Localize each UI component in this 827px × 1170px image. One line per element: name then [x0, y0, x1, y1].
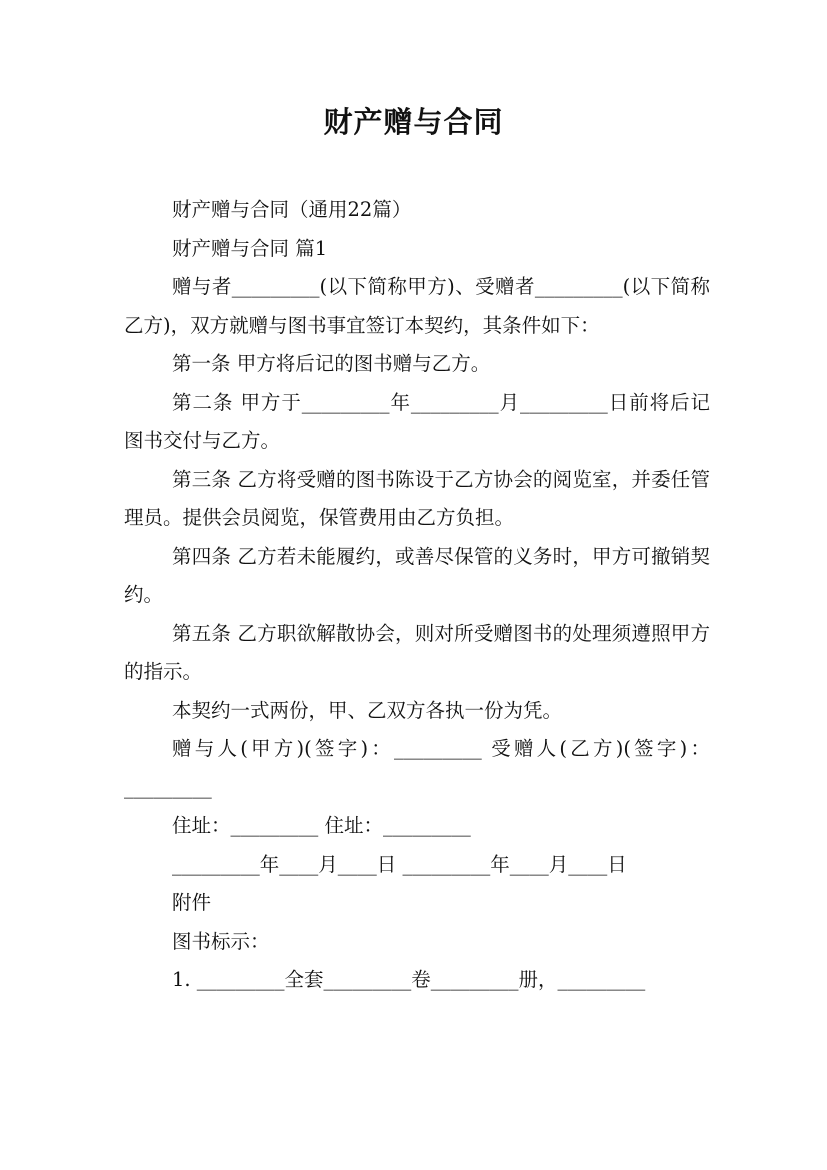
paragraph-section-heading: 财产赠与合同 篇1	[172, 236, 328, 260]
paragraph-article-2: 第二条 甲方于_________年_________月_________日前将后记图书交付与乙方。	[124, 390, 710, 452]
paragraph-addresses: 住址：_________ 住址：_________	[172, 814, 471, 837]
paragraph-article-1: 第一条 甲方将后记的图书赠与乙方。	[172, 352, 491, 375]
paragraph-book-list-heading: 图书标示：	[172, 929, 270, 953]
document-body	[124, 191, 710, 1000]
paragraph-dates: _________年____月____日 _________年____月____日	[172, 852, 627, 876]
paragraph-article-4: 第四条 乙方若未能履约，或善尽保管的义务时，甲方可撤销契约。	[124, 544, 710, 606]
paragraph-book-item-1: 1. _________全套_________卷_________册，_________	[172, 968, 646, 991]
paragraph-attachment: 附件	[172, 891, 212, 914]
paragraph-article-3: 第三条 乙方将受赠的图书陈设于乙方协会的阅览室，并委任管理员。提供会员阅览，保管费用由乙方负担。	[124, 467, 710, 529]
paragraph-article-5: 第五条 乙方职欲解散协会，则对所受赠图书的处理须遵照甲方的指示。	[124, 621, 710, 683]
paragraph-copies: 本契约一式两份，甲、乙双方各执一份为凭。	[172, 698, 563, 722]
paragraph-signatures: 赠与人(甲方)(签字)：_________ 受赠人(乙方)(签字)：_________	[124, 737, 710, 799]
document-title: 财产赠与合同	[323, 105, 504, 139]
paragraph-parties: 赠与者_________(以下简称甲方)、受赠者_________(以下简称乙方)，双方就赠与图书事宜签订本契约，其条件如下：	[124, 275, 710, 337]
paragraph-subtitle: 财产赠与合同（通用22篇）	[172, 198, 412, 221]
